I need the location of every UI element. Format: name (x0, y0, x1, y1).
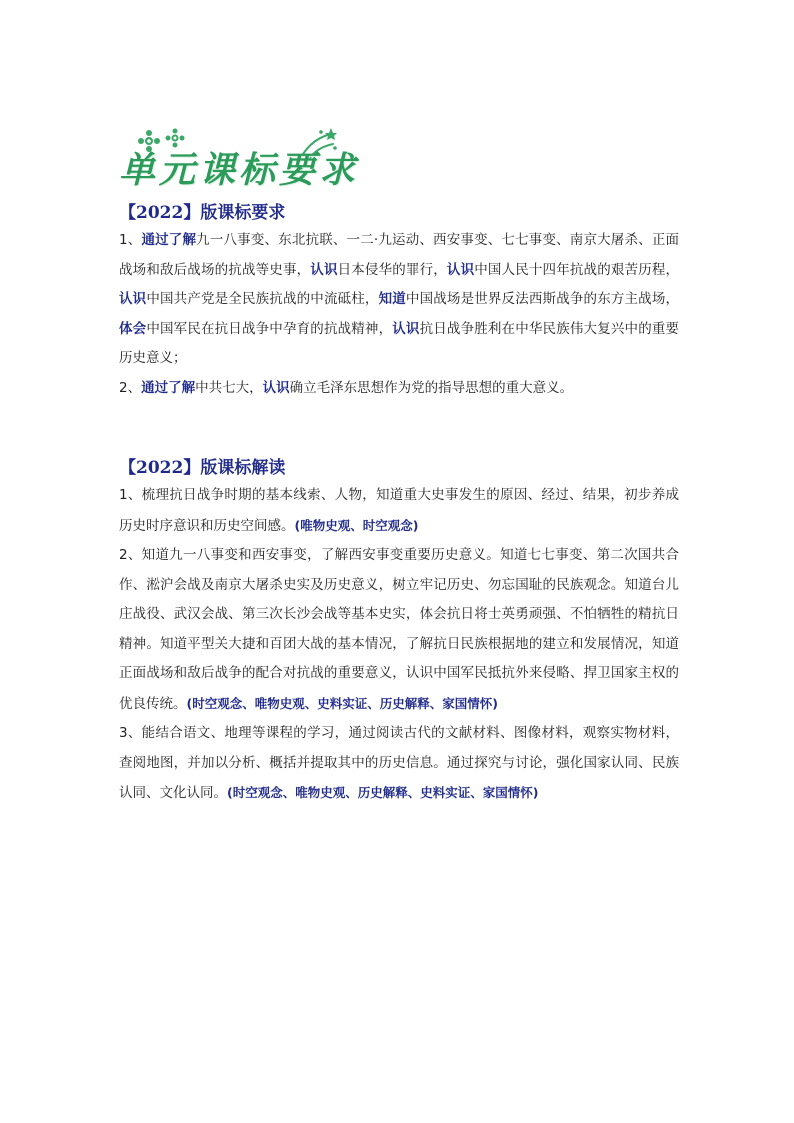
keyword-text: 通过了解 (141, 232, 197, 248)
unit-banner (117, 128, 360, 191)
body-text: 中国人民十四年抗战的艰苦历程， (474, 261, 680, 278)
body-text: 日本侵华的罪行， (337, 261, 447, 278)
section-title-interpretation: 【2022】版课标解读 (119, 458, 286, 478)
literacy-tags: (时空观念、唯物史观、历史解释、史料实证、家国情怀) (227, 785, 539, 800)
body-text: 九一八事变、东北抗联、一二·九运动、西安事变、七七事变、南京大屠杀、正面战场和敌后战场的抗战等史事， (119, 232, 679, 278)
body-text: 抗日战争胜利在中华民族伟大复兴中的重要历史意义； (119, 320, 680, 366)
section-title-requirements: 【2022】版课标要求 (119, 203, 286, 223)
keyword-text: 通过了解 (141, 379, 196, 396)
interpretation-list (119, 481, 679, 809)
item-number: 2、 (119, 379, 142, 396)
keyword-text: 体会 (119, 320, 147, 337)
body-text: 梳理抗日战争时期的基本线索、人物，知道重大史事发生的原因、经过、结果，初步养成历史时序意识和历史空间感。 (119, 487, 680, 534)
body-text: 知道九一八事变和西安事变，了解西安事变重要历史意义。知道七七事变、第二次国共合作、淞沪会战及南京大屠杀史实及历史意义，树立牢记历史、勿忘国耻的民族观念。知道台儿庄战役、武汉会战、第三次长沙会战等基本史实，体会抗日将士英勇顽强、不怕牺牲的精抗日精神。知道平型关大捷和百团大战的基本情况，了解抗日民族根据地的建立和发展情况，知道正面战场和敌后战争的配合对抗战的重要意义，认识中国军民抵抗外来侵略、捍卫国家主权的优良传统。 (119, 547, 680, 712)
literacy-tags: (时空观念、唯物史观、史料实证、历史解释、家国情怀) (186, 695, 498, 711)
item-number: 1、 (119, 232, 142, 248)
body-text: 能结合语文、地理等课程的学习，通过阅读古代的文献材料、图像材料，观察实物材料，查阅地图，并加以分析、概括并提取其中的历史信息。通过探究与讨论，强化国家认同、民族认同、文化认同。 (119, 725, 680, 801)
body-text: 中国军民在抗日战争中孕育的抗战精神， (146, 320, 393, 337)
requirements-list (119, 226, 679, 403)
interpretation-item (119, 481, 679, 541)
body-text: 确立毛泽东思想作为党的指导思想的重大意义。 (289, 379, 574, 396)
item-number: 3、 (119, 725, 142, 741)
interpretation-item (119, 719, 679, 809)
requirement-item (119, 374, 679, 404)
interpretation-item (119, 541, 679, 719)
body-text: 中共七大， (195, 379, 263, 396)
keyword-text: 知道 (378, 291, 406, 307)
banner-title: 单元课标要求 (119, 149, 360, 191)
keyword-text: 认识 (392, 320, 420, 337)
requirement-item (119, 226, 679, 374)
keyword-text: 认识 (310, 261, 338, 278)
body-text: 中国战场是世界反法西斯战争的东方主战场， (405, 291, 680, 307)
body-text: 中国共产党是全民族抗战的中流砥柱， (146, 291, 379, 307)
item-number: 2、 (119, 547, 142, 563)
keyword-text: 认识 (446, 261, 475, 278)
literacy-tags: (唯物史观、时空观念) (294, 517, 419, 533)
keyword-text: 认识 (262, 379, 290, 396)
item-number: 1、 (119, 487, 142, 503)
keyword-text: 认识 (119, 291, 147, 307)
